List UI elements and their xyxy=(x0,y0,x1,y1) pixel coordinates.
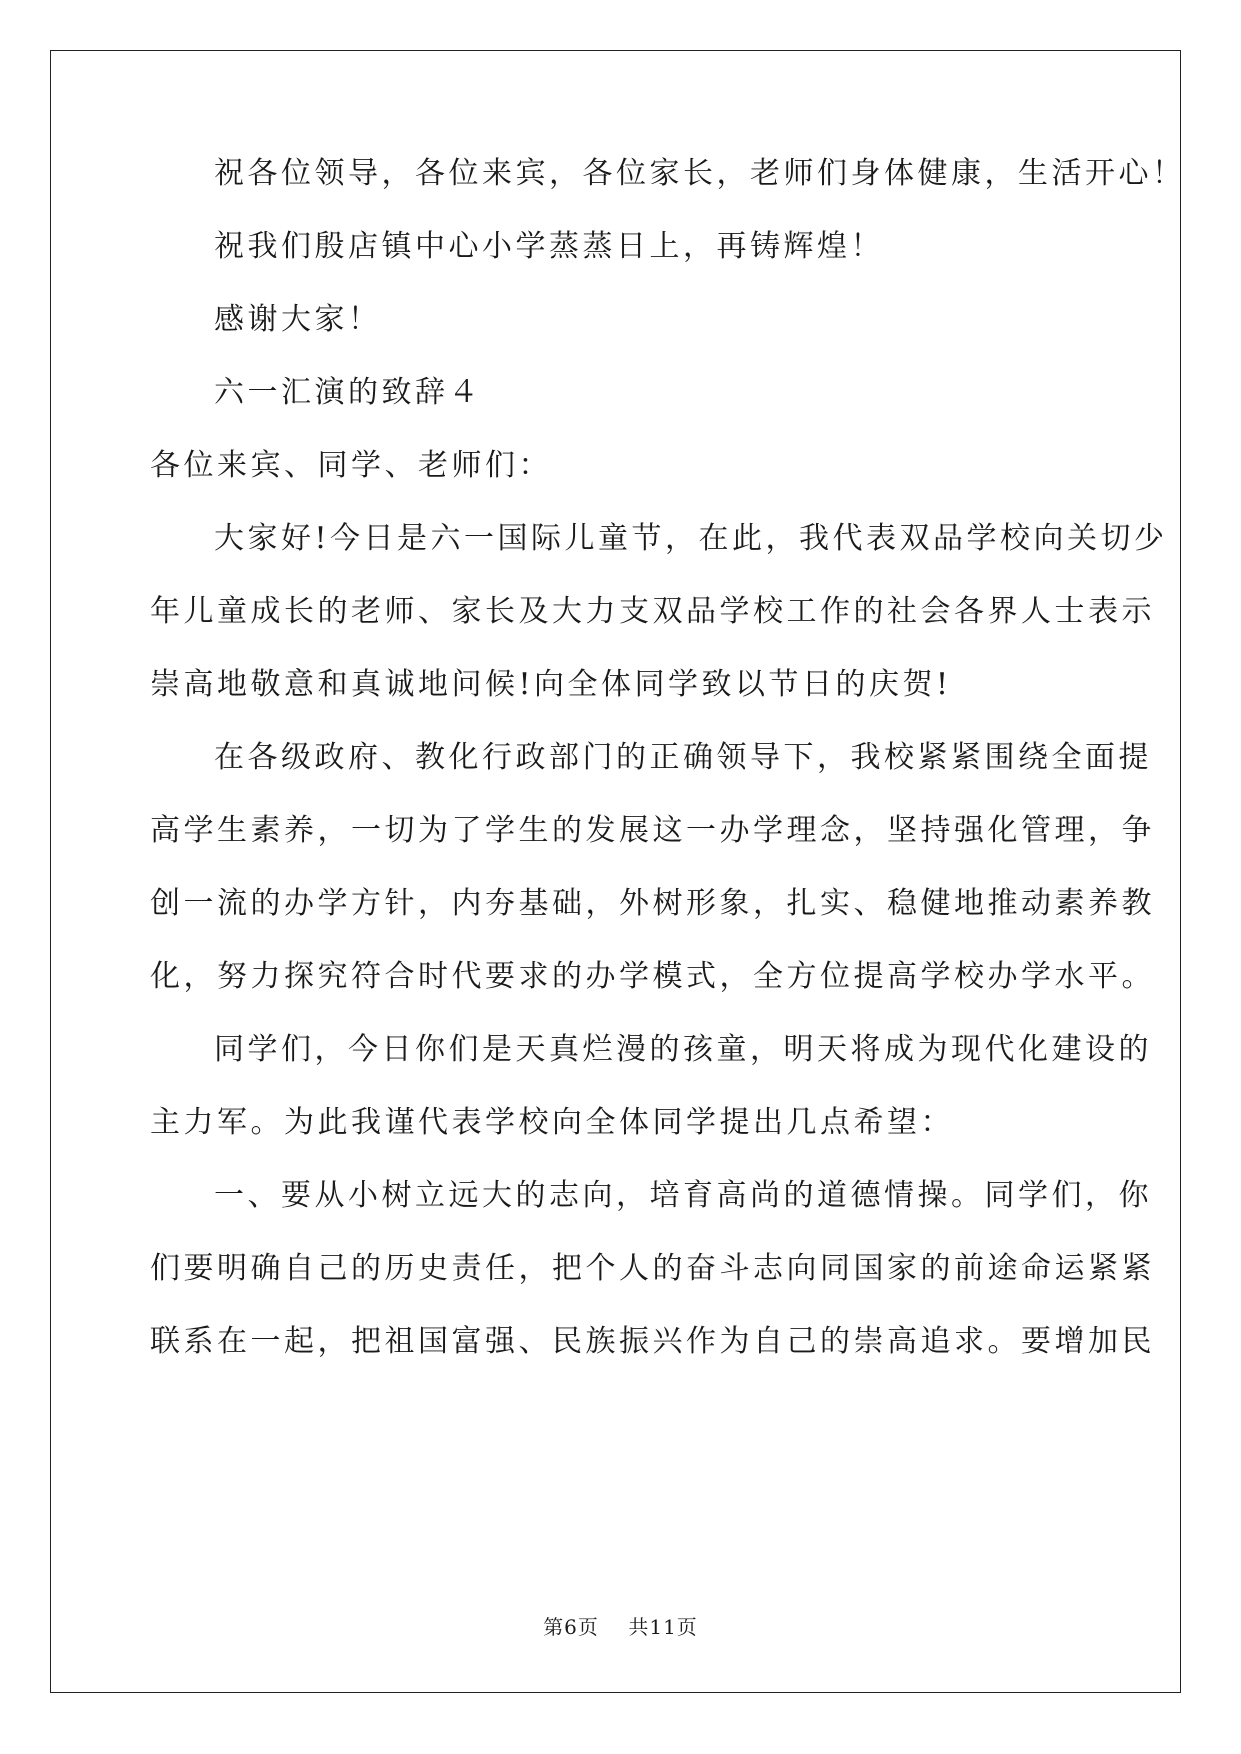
paragraph-line: 联系在一起，把祖国富强、民族振兴作为自己的崇高追求。要增加民 xyxy=(150,1324,1155,1359)
paragraph-line: 感谢大家！ xyxy=(214,302,382,337)
page-total: 共11页 xyxy=(628,1615,698,1639)
paragraph-line: 年儿童成长的老师、家长及大力支双品学校工作的社会各界人士表示 xyxy=(150,594,1155,629)
paragraph-line: 祝各位领导，各位来宾，各位家长，老师们身体健康，生活开心！ xyxy=(214,156,1186,191)
page-number: 第6页 xyxy=(543,1615,599,1639)
paragraph-line: 化，努力探究符合时代要求的办学模式，全方位提高学校办学水平。 xyxy=(150,959,1155,994)
section-heading: 六一汇演的致辞４ xyxy=(214,375,482,410)
paragraph-line: 在各级政府、教化行政部门的正确领导下，我校紧紧围绕全面提 xyxy=(214,740,1152,775)
paragraph-line: 们要明确自己的历史责任，把个人的奋斗志向同国家的前途命运紧紧 xyxy=(150,1251,1155,1286)
paragraph-line: 高学生素养，一切为了学生的发展这一办学理念，坚持强化管理，争 xyxy=(150,813,1155,848)
paragraph-line: 祝我们殷店镇中心小学蒸蒸日上，再铸辉煌！ xyxy=(214,229,884,264)
paragraph-line: 创一流的办学方针，内夯基础，外树形象，扎实、稳健地推动素养教 xyxy=(150,886,1155,921)
paragraph-line: 大家好!今日是六一国际儿童节，在此，我代表双品学校向关切少 xyxy=(214,521,1168,556)
page-border xyxy=(50,50,1181,1693)
paragraph-line: 崇高地敬意和真诚地问候!向全体同学致以节日的庆贺! xyxy=(150,667,952,702)
paragraph-line: 主力军。为此我谨代表学校向全体同学提出几点希望： xyxy=(150,1105,954,1140)
page-footer xyxy=(0,1614,1241,1640)
footer-spacer xyxy=(599,1615,628,1639)
paragraph-line: 同学们，今日你们是天真烂漫的孩童，明天将成为现代化建设的 xyxy=(214,1032,1152,1067)
salutation-line: 各位来宾、同学、老师们： xyxy=(150,448,552,483)
paragraph-line: 一、要从小树立远大的志向，培育高尚的道德情操。同学们，你 xyxy=(214,1178,1152,1213)
